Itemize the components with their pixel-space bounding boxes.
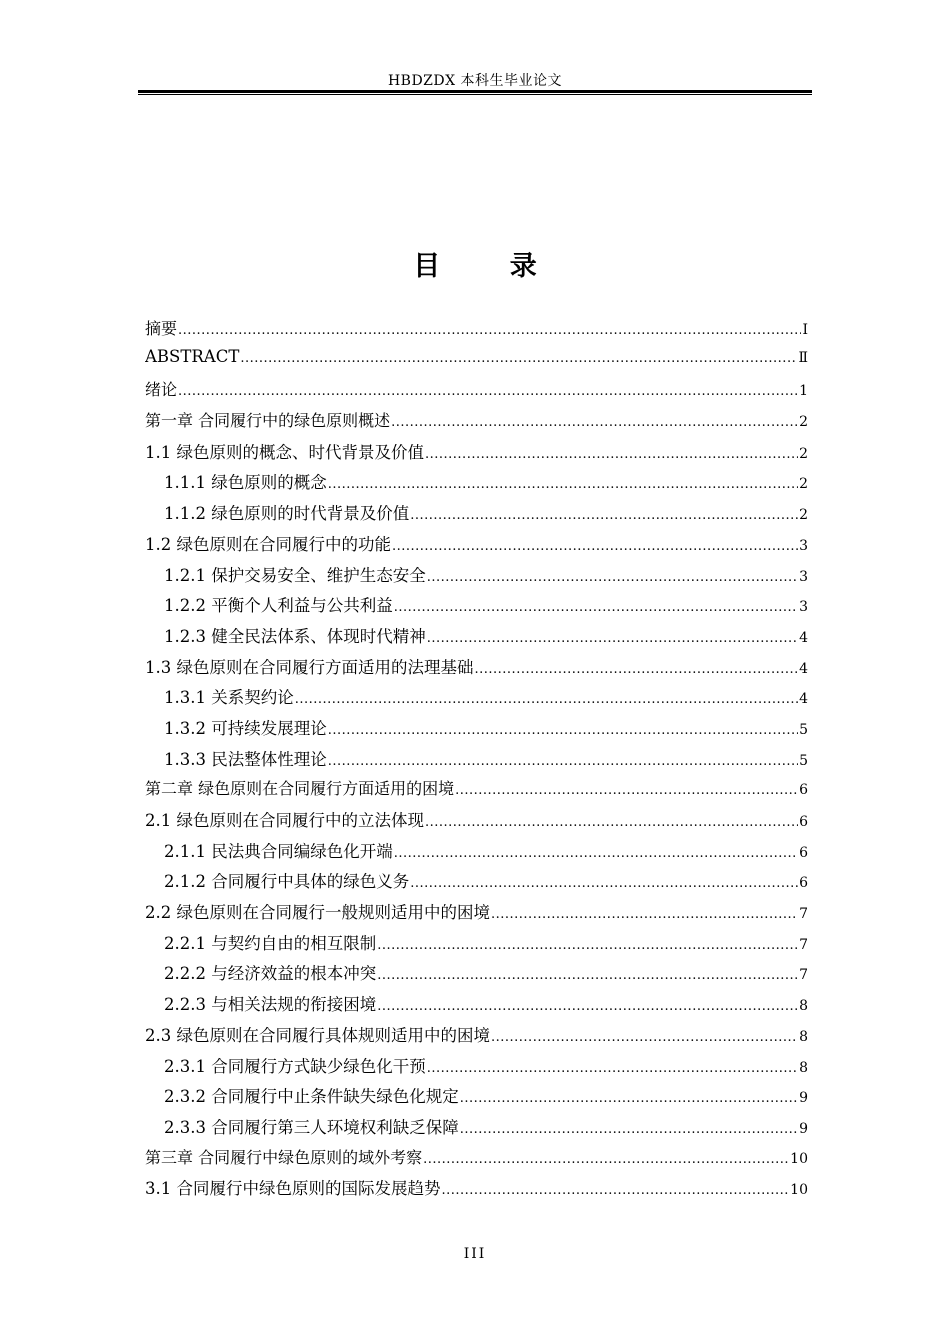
toc-dot-leader	[240, 351, 797, 366]
toc-entry[interactable]	[145, 807, 808, 838]
toc-entry[interactable]	[145, 500, 808, 531]
toc-entry-label: 1.2.3 健全民法体系、体现时代精神	[164, 626, 426, 646]
toc-entry[interactable]	[145, 347, 808, 378]
toc-entry-page: Ⅱ	[798, 349, 808, 366]
toc-entry-page: 7	[799, 936, 808, 953]
toc-dot-leader	[178, 384, 798, 399]
toc-entry-label: 2.3.3 合同履行第三人环境权利缺乏保障	[164, 1117, 459, 1137]
toc-entry-label: 1.3.1 关系契约论	[164, 688, 294, 708]
toc-dot-leader	[328, 754, 798, 769]
toc-dot-leader	[427, 1061, 798, 1076]
toc-entry-label: 2.2.2 与经济效益的根本冲突	[164, 964, 377, 984]
toc-dot-leader	[392, 539, 798, 554]
toc-dot-leader	[455, 783, 798, 798]
toc-entry[interactable]	[145, 1083, 808, 1114]
page-number: III	[463, 1246, 487, 1262]
toc-entry-label: 2.2.3 与相关法规的衔接困境	[164, 995, 377, 1015]
toc-entry-label: 2.2 绿色原则在合同履行一般规则适用中的困境	[145, 903, 490, 923]
toc-entry-label: 1.3.2 可持续发展理论	[164, 718, 327, 738]
toc-entry-label: 1.1.1 绿色原则的概念	[164, 473, 327, 493]
toc-entry[interactable]	[145, 469, 808, 500]
toc-entry-label: 2.1 绿色原则在合同履行中的立法体现	[145, 811, 424, 830]
toc-entry-page: 6	[799, 875, 808, 892]
toc-dot-leader	[394, 600, 798, 615]
toc-entry-page: 3	[799, 568, 808, 585]
toc-list	[145, 316, 808, 1206]
toc-entry-label: 1.3.3 民法整体性理论	[164, 749, 327, 769]
toc-entry-page: 8	[799, 1028, 808, 1045]
toc-entry[interactable]	[145, 715, 808, 746]
toc-entry[interactable]	[145, 684, 808, 715]
toc-entry-page: 5	[799, 721, 808, 738]
toc-entry-label: 1.2.1 保护交易安全、维护生态安全	[164, 565, 426, 585]
toc-entry-page: 3	[799, 599, 808, 616]
toc-entry-page: 9	[799, 1120, 808, 1137]
toc-entry[interactable]	[145, 654, 808, 685]
toc-entry-page: 8	[799, 998, 808, 1015]
toc-entry[interactable]	[145, 838, 808, 869]
toc-entry-page: 5	[799, 752, 808, 769]
toc-dot-leader	[394, 846, 798, 861]
toc-dot-leader	[328, 477, 798, 492]
toc-entry-label: 1.2 绿色原则在合同履行中的功能	[145, 534, 391, 554]
toc-entry-page: 4	[799, 660, 808, 677]
toc-entry-page: 10	[790, 1182, 808, 1199]
toc-entry-label: 2.1.2 合同履行中具体的绿色义务	[164, 872, 410, 892]
toc-entry[interactable]	[145, 868, 808, 899]
toc-entry[interactable]	[145, 562, 808, 593]
toc-dot-leader	[178, 323, 801, 338]
toc-entry-label: 1.1 绿色原则的概念、时代背景及价值	[145, 442, 424, 462]
toc-entry-label: 2.3.1 合同履行方式缺少绿色化干预	[164, 1056, 426, 1076]
toc-entry-page: I	[802, 322, 808, 338]
toc-entry[interactable]	[145, 746, 808, 777]
toc-dot-leader	[442, 1183, 790, 1198]
running-header: HBDZDX 本科生毕业论文	[387, 73, 563, 89]
toc-entry-page: 10	[790, 1150, 808, 1167]
toc-entry[interactable]	[145, 377, 808, 408]
toc-entry-label: 2.1.1 民法典合同编绿色化开端	[164, 841, 393, 861]
toc-dot-leader	[410, 508, 798, 523]
toc-dot-leader	[425, 447, 798, 462]
toc-entry-page: 6	[799, 844, 808, 861]
toc-dot-leader	[295, 692, 798, 707]
toc-dot-leader	[410, 876, 798, 891]
toc-entry-page: 4	[799, 629, 808, 646]
toc-entry-page: 6	[799, 782, 808, 799]
toc-dot-leader	[475, 662, 799, 677]
toc-entry-label: ABSTRACT	[145, 346, 240, 366]
toc-title: 目 录	[413, 251, 567, 282]
toc-dot-leader	[427, 570, 798, 585]
toc-entry-page: 2	[799, 445, 808, 462]
toc-dot-leader	[328, 723, 798, 738]
toc-entry-label: 1.3 绿色原则在合同履行方面适用的法理基础	[145, 657, 474, 677]
toc-entry-page: 3	[799, 537, 808, 554]
toc-dot-leader	[377, 968, 798, 983]
toc-entry[interactable]	[145, 623, 808, 654]
toc-entry-page: 7	[799, 967, 808, 984]
toc-entry[interactable]	[145, 408, 808, 439]
toc-entry-label: 2.3 绿色原则在合同履行具体规则适用中的困境	[145, 1025, 490, 1045]
toc-entry-page: 1	[799, 383, 808, 400]
toc-entry-page: 2	[799, 476, 808, 493]
toc-entry-label: 1.1.2 绿色原则的时代背景及价值	[164, 504, 410, 524]
toc-entry-label: 第一章 合同履行中的绿色原则概述	[145, 411, 391, 431]
toc-entry[interactable]	[145, 1114, 808, 1145]
toc-entry-label: 3.1 合同履行中绿色原则的国际发展趋势	[145, 1179, 441, 1199]
toc-entry[interactable]	[145, 531, 808, 562]
toc-entry-page: 9	[799, 1090, 808, 1107]
toc-entry[interactable]	[145, 899, 808, 930]
toc-dot-leader	[427, 631, 798, 646]
toc-dot-leader	[425, 815, 798, 830]
toc-dot-leader	[460, 1091, 798, 1106]
toc-entry-page: 2	[799, 507, 808, 524]
toc-entry-label: 2.2.1 与契约自由的相互限制	[164, 933, 377, 953]
toc-entry[interactable]	[145, 776, 808, 807]
toc-dot-leader	[491, 907, 798, 922]
toc-entry[interactable]	[145, 991, 808, 1022]
toc-entry-label: 1.2.2 平衡个人利益与公共利益	[164, 596, 393, 616]
toc-entry[interactable]	[145, 316, 808, 347]
toc-entry-label: 第二章 绿色原则在合同履行方面适用的困境	[145, 779, 455, 799]
toc-entry[interactable]	[145, 960, 808, 991]
toc-entry[interactable]	[145, 1145, 808, 1176]
toc-entry[interactable]	[145, 930, 808, 961]
toc-dot-leader	[377, 938, 798, 953]
toc-entry-page: 7	[799, 906, 808, 923]
toc-entry[interactable]	[145, 1022, 808, 1053]
toc-entry-page: 6	[799, 814, 808, 830]
header-rule	[138, 90, 812, 95]
toc-entry-label: 绪论	[145, 380, 178, 400]
toc-entry[interactable]	[145, 592, 808, 623]
toc-entry-label: 摘要	[145, 319, 178, 338]
toc-dot-leader	[491, 1030, 798, 1045]
toc-entry-page: 4	[799, 691, 808, 708]
toc-dot-leader	[460, 1122, 798, 1137]
toc-entry-label: 第三章 合同履行中绿色原则的域外考察	[145, 1147, 423, 1167]
toc-dot-leader	[423, 1152, 789, 1167]
toc-entry[interactable]	[145, 1175, 808, 1206]
toc-dot-leader	[377, 999, 798, 1014]
toc-entry-page: 8	[799, 1059, 808, 1076]
toc-entry-label: 2.3.2 合同履行中止条件缺失绿色化规定	[164, 1087, 459, 1107]
toc-entry[interactable]	[145, 439, 808, 470]
toc-dot-leader	[391, 415, 798, 430]
toc-entry[interactable]	[145, 1053, 808, 1084]
toc-entry-page: 2	[799, 414, 808, 431]
